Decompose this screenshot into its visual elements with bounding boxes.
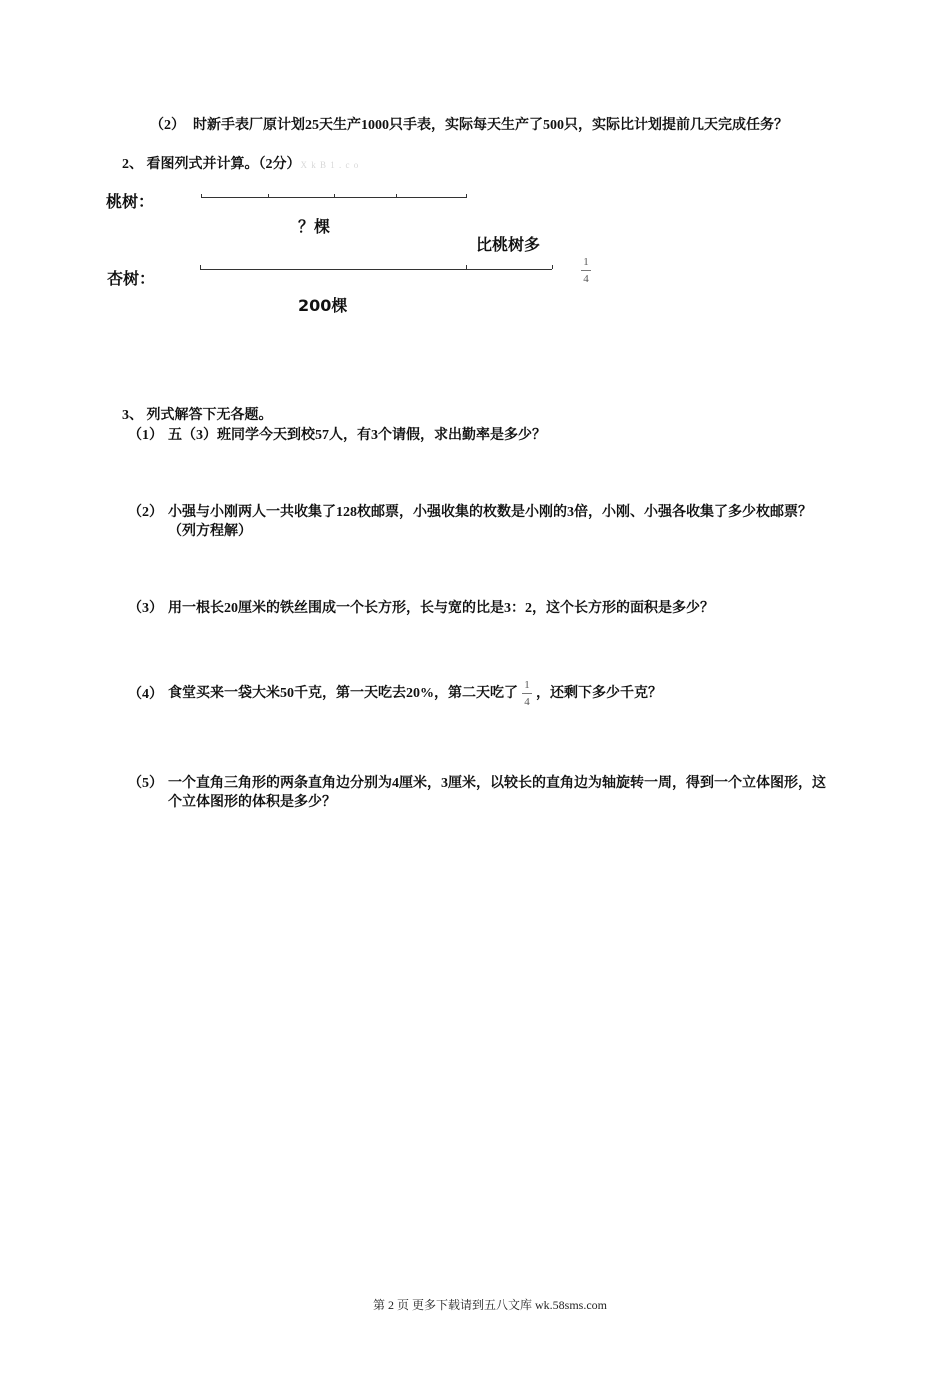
question-text: 时新手表厂原计划25天生产1000只手表，实际每天生产了500只，实际比计划提前几天完成任务？: [193, 118, 788, 133]
fraction-one-quarter: [522, 679, 532, 708]
section-heading: 3、 列式解答下无各题。: [122, 408, 273, 423]
fraction-bar: [581, 270, 591, 271]
fraction-denominator: 4: [524, 696, 530, 708]
apricot-tree-label: 杏树：: [107, 269, 156, 288]
fraction-numerator: 1: [583, 256, 589, 268]
question-number: （5）: [128, 776, 163, 791]
fraction-bar: [522, 693, 532, 694]
segment-tick: [334, 194, 335, 198]
question-number: （2）: [150, 118, 185, 133]
segment-tick: [201, 194, 202, 198]
section-heading: [122, 156, 359, 174]
segment-tick: [466, 194, 467, 198]
question-text-after-fraction: ，还剩下多少千克？: [536, 685, 662, 701]
question-text: 小强与小刚两人一共收集了128枚邮票，小强收集的枚数是小刚的3倍，小刚、小强各收集了多少枚邮票？: [168, 505, 812, 520]
fraction-one-quarter: [581, 256, 591, 285]
question-number: （4）: [128, 687, 163, 702]
question-number: （3）: [128, 601, 163, 616]
question-text: 用一根长20厘米的铁丝围成一个长方形，长与宽的比是3：2，这个长方形的面积是多少？: [168, 601, 714, 616]
fraction-numerator: 1: [524, 679, 530, 691]
question-text-before-fraction: 食堂买来一袋大米50千克，第一天吃去20%，第二天吃了: [168, 685, 518, 701]
question-number: （2）: [128, 505, 163, 520]
question-text: 一个直角三角形的两条直角边分别为4厘米，3厘米，以较长的直角边为轴旋转一周，得到一个立体图形，这: [168, 776, 826, 791]
segment-tick: [552, 265, 553, 269]
peach-tree-label: 桃树：: [106, 192, 155, 211]
question-text-continued: 个立体图形的体积是多少？: [168, 795, 336, 810]
peach-count-question: ？棵: [298, 217, 331, 236]
segment-tick: [396, 194, 397, 198]
page-footer: 第 2 页 更多下载请到五八文库 wk.58sms.com: [372, 1298, 607, 1312]
compare-text: 比桃树多: [476, 235, 541, 254]
question-number: （1）: [128, 428, 163, 443]
fraction-denominator: 4: [583, 273, 589, 285]
section-heading-text: 2、 看图列式并计算。（2分）: [122, 157, 301, 172]
question-text-continued: （列方程解）: [168, 524, 252, 539]
question-text: [168, 679, 662, 708]
segment-tick: [466, 265, 467, 269]
segment-tick: [200, 265, 201, 269]
question-text: 五（3）班同学今天到校57人，有3个请假，求出勤率是多少？: [168, 428, 546, 443]
apricot-count: 200棵: [298, 296, 348, 315]
watermark: X k B 1 . c o: [300, 160, 360, 170]
segment-tick: [268, 194, 269, 198]
apricot-segment-line: [200, 269, 552, 270]
